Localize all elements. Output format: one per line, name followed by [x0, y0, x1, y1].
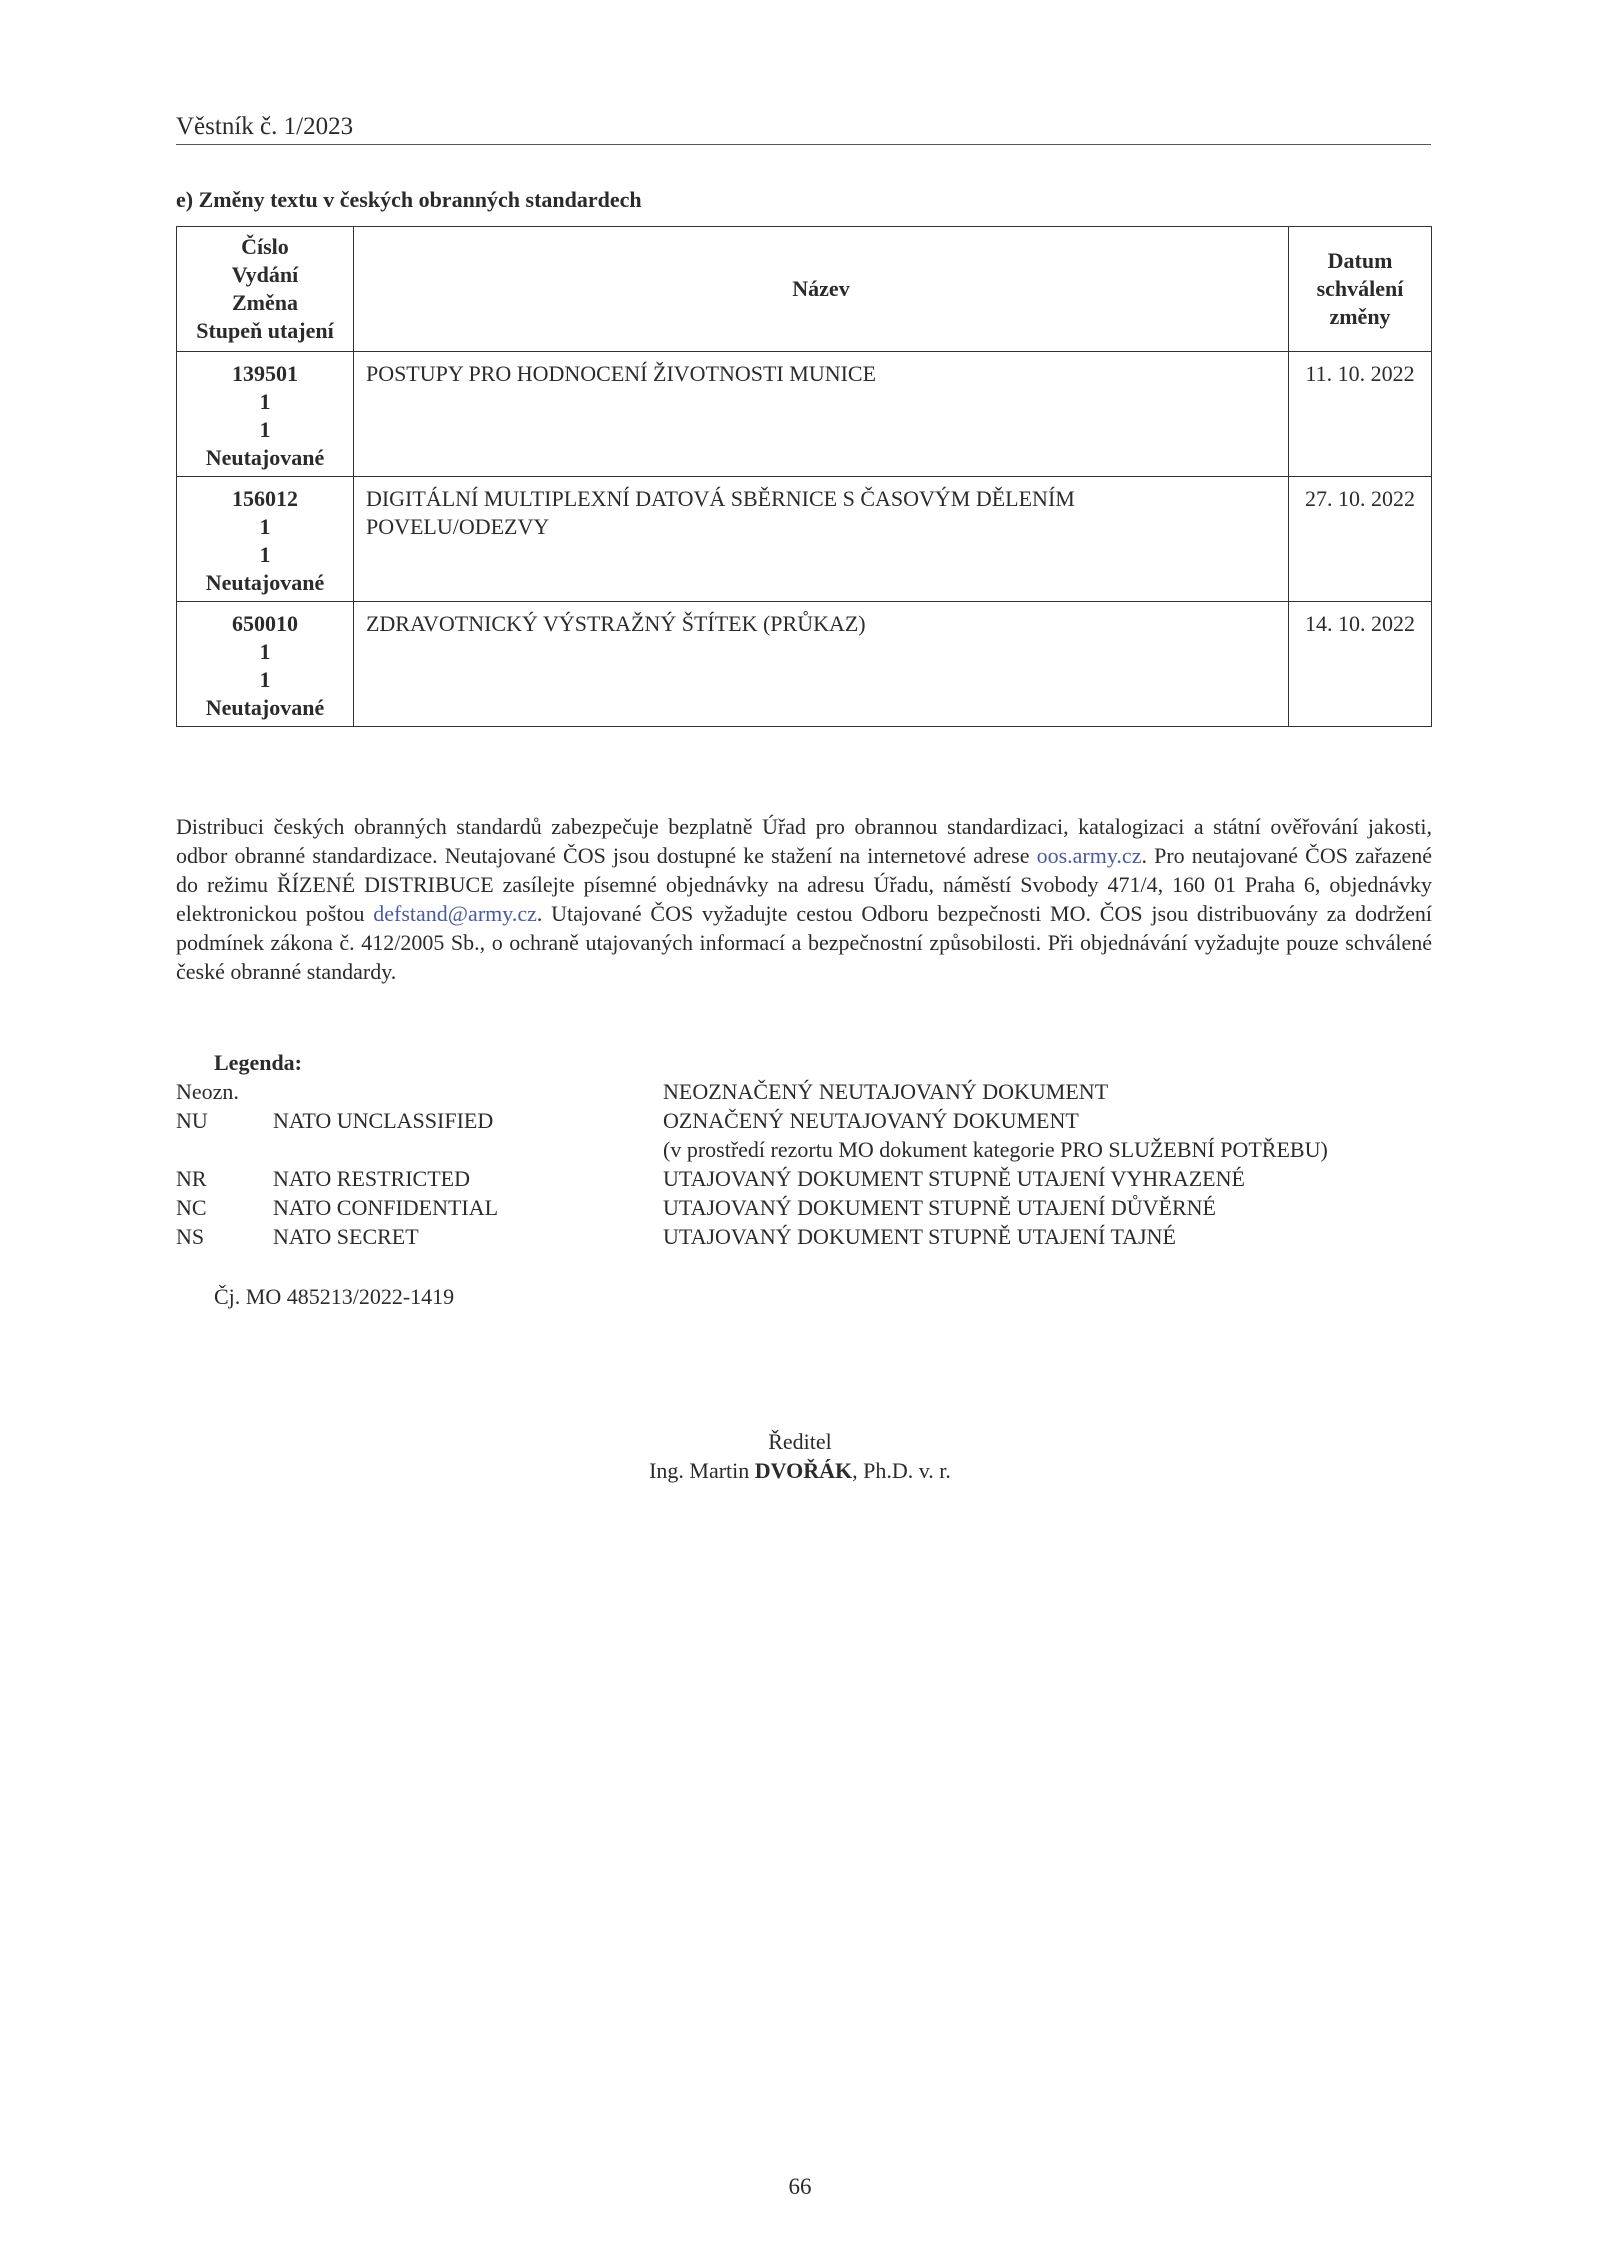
legend-description: UTAJOVANÝ DOKUMENT STUPNĚ UTAJENÍ VYHRAZENÉ [663, 1166, 1245, 1191]
legend-nato-name: NATO SECRET [273, 1224, 419, 1249]
approval-date-cell: 27. 10. 2022 [1289, 477, 1432, 602]
legend-description: UTAJOVANÝ DOKUMENT STUPNĚ UTAJENÍ DŮVĚRNÉ [663, 1195, 1216, 1220]
approval-date-cell: 11. 10. 2022 [1289, 352, 1432, 477]
header-approval-date: Datum schválení změny [1289, 227, 1432, 352]
signatory-name: Ing. Martin DVOŘÁK, Ph.D. v. r. [649, 1458, 951, 1483]
legend-nato-name: NATO CONFIDENTIAL [273, 1195, 499, 1220]
standard-title-cell: POSTUPY PRO HODNOCENÍ ŽIVOTNOSTI MUNICE [353, 352, 1288, 477]
legend-row [176, 1193, 1432, 1222]
section-title: e) Změny textu v českých obranných standardech [176, 187, 642, 212]
page-number: 66 [788, 2174, 812, 2199]
standard-number-cell: 139501 1 1 Neutajované [177, 352, 354, 477]
page-header: Věstník č. 1/2023 [176, 112, 1431, 145]
legend-abbr: NS [176, 1224, 205, 1249]
legend-row [176, 1164, 1432, 1193]
header-number-issue-change-classification: Číslo Vydání Změna Stupeň utajení [177, 227, 354, 352]
legend [176, 1077, 1432, 1251]
legend-row [176, 1222, 1432, 1251]
standard-number-cell: 156012 1 1 Neutajované [177, 477, 354, 602]
standard-title-cell: DIGITÁLNÍ MULTIPLEXNÍ DATOVÁ SBĚRNICE S ČASOVÝM DĚLENÍM POVELU/ODEZVY [353, 477, 1288, 602]
legend-row [176, 1077, 1432, 1106]
legend-abbr: Neozn. [176, 1079, 239, 1104]
legend-nato-name: NATO UNCLASSIFIED [273, 1108, 494, 1133]
legend-row [176, 1106, 1432, 1135]
approval-date-cell: 14. 10. 2022 [1289, 602, 1432, 727]
standard-number-cell: 650010 1 1 Neutajované [177, 602, 354, 727]
legend-abbr: NU [176, 1108, 208, 1133]
signatory-surname: DVOŘÁK [754, 1458, 853, 1483]
legend-abbr: NC [176, 1195, 207, 1220]
table-header-row [177, 227, 1432, 352]
legend-description: NEOZNAČENÝ NEUTAJOVANÝ DOKUMENT [663, 1079, 1109, 1104]
reference-number: Čj. MO 485213/2022-1419 [214, 1284, 455, 1309]
header-title: Název [353, 227, 1288, 352]
legend-abbr: NR [176, 1166, 207, 1191]
table-row [177, 352, 1432, 477]
standards-table [176, 226, 1432, 727]
email-link[interactable]: defstand@army.cz [373, 901, 537, 926]
legend-description: (v prostředí rezortu MO dokument kategorie PRO SLUŽEBNÍ POTŘEBU) [663, 1137, 1328, 1162]
legend-row [176, 1135, 1432, 1164]
table-row [177, 477, 1432, 602]
distribution-paragraph: Distribuci českých obranných standardů zabezpečuje bezplatně Úřad pro obrannou standardizaci, katalogizaci a státní ověřování jakosti, odbor obranné standardizace. Neutajované ČOS jsou dostupné ke stažení na internetové adrese oos.army.cz. Pro neutajované ČOS zařazené do režimu ŘÍZENÉ DISTRIBUCE zasílejte písemné objednávky na adresu Úřadu, náměstí Svobody 471/4, 160 01 Praha 6, objednávky elektronickou poštou defstand@army.cz. Utajované ČOS vyžadujte cestou Odboru bezpečnosti MO. ČOS jsou distribuovány za dodržení podmínek zákona č. 412/2005 Sb., o ochraně utajovaných informací a bezpečnostní způsobilosti. Při objednávání vyžadujte pouze schválené české obranné standardy. [176, 814, 1432, 984]
signatory-role: Ředitel [768, 1429, 832, 1454]
legend-title: Legenda: [214, 1050, 302, 1075]
legend-description: UTAJOVANÝ DOKUMENT STUPNĚ UTAJENÍ TAJNÉ [663, 1224, 1176, 1249]
signature-block [0, 1427, 1600, 1485]
table-row [177, 602, 1432, 727]
standard-title-cell: ZDRAVOTNICKÝ VÝSTRAŽNÝ ŠTÍTEK (PRŮKAZ) [353, 602, 1288, 727]
website-link[interactable]: oos.army.cz [1036, 843, 1142, 868]
legend-description: OZNAČENÝ NEUTAJOVANÝ DOKUMENT [663, 1108, 1079, 1133]
legend-nato-name: NATO RESTRICTED [273, 1166, 470, 1191]
